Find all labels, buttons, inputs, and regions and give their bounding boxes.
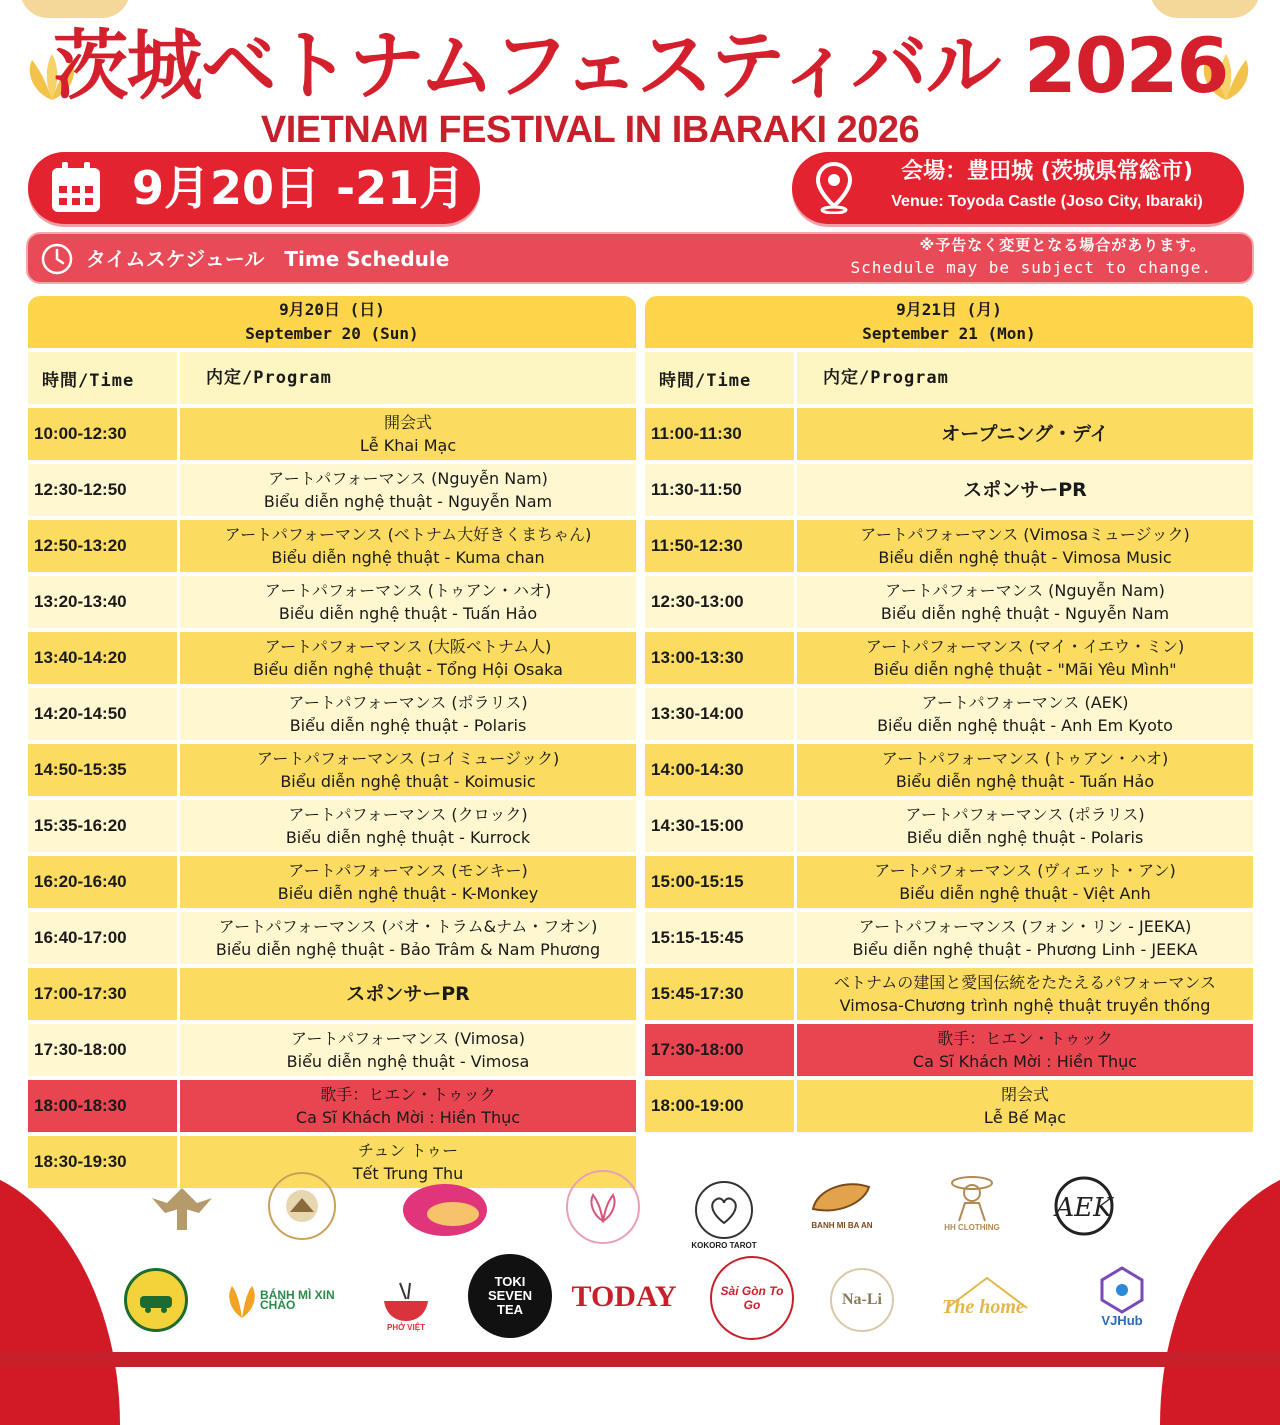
row-program — [180, 800, 636, 852]
schedule-row — [28, 912, 636, 964]
title-japanese: 茨城ベトナムフェスティバル 2026 — [52, 21, 1228, 110]
row-program — [180, 744, 636, 796]
row-time: 12:30-13:00 — [645, 576, 797, 628]
title-english: VIETNAM FESTIVAL IN IBARAKI 2026 — [260, 109, 920, 151]
sponsor-logo-today — [572, 1272, 676, 1322]
program-line-japanese: アートパフォーマンス (Nguyễn Nam) — [885, 581, 1165, 600]
row-program — [797, 520, 1253, 572]
row-time: 15:35-16:20 — [28, 800, 180, 852]
program-line-japanese: アートパフォーマンス (ベトナム大好きくまちゃん) — [224, 525, 592, 544]
program-line-japanese: アートパフォーマンス (Vimosa) — [290, 1029, 526, 1048]
schedule-row — [28, 408, 636, 460]
schedule-row — [645, 800, 1253, 852]
program-line-japanese: アートパフォーマンス (マイ・イエウ・ミン) — [865, 637, 1185, 656]
row-time: 14:00-14:30 — [645, 744, 797, 796]
sponsor-name-aek: AEK — [1055, 1193, 1113, 1223]
schedule-row — [645, 856, 1253, 908]
program-line-vietnamese: Biểu diễn nghệ thuật - "Mãi Yêu Mình" — [873, 660, 1177, 679]
day1-column-header — [28, 352, 636, 404]
row-time: 14:20-14:50 — [28, 688, 180, 740]
day2-title-english: September 21 (Mon) — [862, 324, 1036, 343]
schedule-row — [28, 688, 636, 740]
footer-curtain-right — [1160, 1165, 1280, 1425]
row-program — [797, 1080, 1253, 1132]
schedule-row — [645, 576, 1253, 628]
sponsor-logo-aek — [1050, 1172, 1118, 1240]
row-time: 15:00-15:15 — [645, 856, 797, 908]
sponsor-logo-na-li — [830, 1268, 894, 1332]
row-program — [797, 800, 1253, 852]
program-line-vietnamese: Biểu diễn nghệ thuật - Vimosa Music — [878, 548, 1172, 567]
program-line-japanese: アートパフォーマンス (コイミュージック) — [256, 749, 560, 768]
program-line-vietnamese: Biểu diễn nghệ thuật - Bảo Trâm & Nam Phương — [215, 940, 601, 959]
row-program — [180, 1080, 636, 1132]
program-line-japanese: アートパフォーマンス (ポラリス) — [905, 805, 1145, 824]
sponsor-logo-toki-seven-tea — [468, 1254, 552, 1338]
schedule-row — [645, 632, 1253, 684]
schedule-row — [645, 520, 1253, 572]
sponsor-logo-pho-viet — [366, 1266, 446, 1346]
program-line-vietnamese: Vimosa-Chương trình nghệ thuật truyền thống — [839, 996, 1211, 1015]
sponsor-name-pho-viet: PHỞ VIỆT — [387, 1323, 425, 1332]
program-line-japanese: 開会式 — [383, 413, 432, 432]
row-program — [180, 408, 636, 460]
row-program — [180, 688, 636, 740]
sponsor-logo-gia-dinh — [268, 1172, 336, 1240]
schedule-row — [28, 576, 636, 628]
row-time: 18:30-19:30 — [28, 1136, 180, 1188]
program-line-japanese: アートパフォーマンス (モンキー) — [288, 861, 528, 880]
venue-badge — [792, 152, 1244, 224]
schedule-row — [645, 1024, 1253, 1076]
row-time: 13:00-13:30 — [645, 632, 797, 684]
row-time: 14:50-15:35 — [28, 744, 180, 796]
program-line-vietnamese: Tết Trung Thu — [352, 1164, 464, 1183]
program-line-vietnamese: Ca Sĩ Khách Mời : Hiền Thục — [295, 1108, 521, 1127]
sponsor-logo-banh-mi-xin-chao — [222, 1264, 342, 1336]
program-line-vietnamese: Biểu diễn nghệ thuật - Tuấn Hảo — [895, 772, 1155, 791]
program-line-japanese: 歌手：ヒエン・トゥック — [937, 1029, 1113, 1048]
program-line-vietnamese: Biểu diễn nghệ thuật - K-Monkey — [277, 884, 539, 903]
program-line-japanese: アートパフォーマンス (Nguyễn Nam) — [268, 469, 548, 488]
program-line-vietnamese: Biểu diễn nghệ thuật - Anh Em Kyoto — [877, 716, 1173, 735]
schedule-title: タイムスケジュール Time Schedule — [86, 247, 450, 271]
schedule-row — [28, 464, 636, 516]
calendar-icon — [48, 160, 104, 216]
row-program — [797, 464, 1253, 516]
row-time: 18:00-19:00 — [645, 1080, 797, 1132]
schedule-row — [645, 744, 1253, 796]
program-line-japanese: チュン トゥー — [357, 1141, 459, 1160]
sponsor-logo-vjhub — [1090, 1256, 1154, 1334]
column-header-program: 内定/Program — [797, 352, 1253, 404]
program-line-japanese: 閉会式 — [1000, 1085, 1049, 1104]
row-time: 17:30-18:00 — [28, 1024, 180, 1076]
program-line-vietnamese: Biểu diễn nghệ thuật - Vimosa — [286, 1052, 530, 1071]
sponsor-name-banh-mi-ba-an: BANH MI BA AN — [811, 1221, 873, 1230]
schedule-row — [28, 632, 636, 684]
row-time: 16:20-16:40 — [28, 856, 180, 908]
footer-strip — [0, 1352, 1280, 1367]
schedule-row — [28, 1080, 636, 1132]
sponsor-logo-banh-mi-ba-an — [800, 1170, 884, 1236]
program-line-vietnamese: Biểu diễn nghệ thuật - Việt Anh — [899, 884, 1151, 903]
row-program — [797, 576, 1253, 628]
program-line-japanese: スポンサーPR — [346, 982, 470, 1005]
program-line-japanese: オープニング・デイ — [941, 422, 1109, 445]
cloud-ornament-right — [1150, 0, 1260, 18]
program-line-vietnamese: Biểu diễn nghệ thuật - Koimusic — [280, 772, 536, 791]
sponsor-name-kokoro-tarot: KOKORO TAROT — [691, 1241, 757, 1250]
sponsor-name-toki-seven-tea: TOKI SEVEN TEA — [487, 1274, 533, 1317]
program-line-japanese: アートパフォーマンス (Vimosaミュージック) — [860, 525, 1190, 544]
date-badge — [28, 152, 480, 224]
day2-header — [645, 296, 1253, 348]
program-line-vietnamese: Biểu diễn nghệ thuật - Tổng Hội Osaka — [253, 660, 563, 679]
venue-japanese: 会場：豊田城 (茨城県常総市) — [901, 159, 1193, 184]
row-program — [797, 968, 1253, 1020]
row-program — [797, 688, 1253, 740]
day2-column-header — [645, 352, 1253, 404]
schedule-row — [28, 744, 636, 796]
schedule-row — [645, 464, 1253, 516]
schedule-table-day1 — [28, 292, 636, 1192]
footer-curtain-left — [0, 1165, 120, 1425]
program-line-japanese: ベトナムの建国と愛国伝統をたたえるパフォーマンス — [834, 973, 1216, 992]
venue-english: Venue: Toyoda Castle (Joso City, Ibaraki) — [891, 193, 1203, 210]
program-line-japanese: アートパフォーマンス (バオ・トラム&ナム・フオン) — [218, 917, 598, 936]
schedule-row — [28, 856, 636, 908]
row-time: 17:00-17:30 — [28, 968, 180, 1020]
row-time: 13:30-14:00 — [645, 688, 797, 740]
column-header-time: 時間/Time — [28, 352, 180, 404]
sponsor-name-vjhub: VJHub — [1101, 1313, 1143, 1328]
row-time: 13:40-14:20 — [28, 632, 180, 684]
row-program — [180, 520, 636, 572]
row-time: 17:30-18:00 — [645, 1024, 797, 1076]
row-program — [797, 744, 1253, 796]
program-line-vietnamese: Biểu diễn nghệ thuật - Polaris — [289, 716, 527, 735]
row-time: 16:40-17:00 — [28, 912, 180, 964]
sponsor-name-hh-clothing: HH CLOTHING — [944, 1223, 1000, 1232]
program-line-japanese: アートパフォーマンス (トゥアン・ハオ) — [881, 749, 1169, 768]
sponsor-logo-banh-mi-viet — [400, 1172, 490, 1248]
program-line-vietnamese: Biểu diễn nghệ thuật - Polaris — [906, 828, 1144, 847]
sponsor-name-saigon-to-go: Sài Gòn To Go — [720, 1284, 784, 1312]
cloud-ornament-left — [20, 0, 130, 18]
program-line-vietnamese: Biểu diễn nghệ thuật - Tuấn Hảo — [278, 604, 538, 623]
day2-title-japanese: 9月21日 (月) — [896, 300, 1002, 319]
sponsor-name-the-home: The home — [942, 1296, 1025, 1318]
column-header-time: 時間/Time — [645, 352, 797, 404]
row-time: 14:30-15:00 — [645, 800, 797, 852]
row-time: 11:30-11:50 — [645, 464, 797, 516]
program-line-vietnamese: Biểu diễn nghệ thuật - Kuma chan — [271, 548, 545, 567]
program-line-japanese: 歌手：ヒエン・トゥック — [320, 1085, 496, 1104]
program-line-japanese: アートパフォーマンス (ヴィエット・アン) — [874, 861, 1176, 880]
sponsor-logo-car-badge — [124, 1268, 188, 1332]
program-line-japanese: アートパフォーマンス (AEK) — [921, 693, 1129, 712]
program-line-vietnamese: Lễ Bế Mạc — [983, 1108, 1067, 1127]
program-line-japanese: アートパフォーマンス (大阪ベトナム人) — [264, 637, 552, 656]
row-program — [797, 408, 1253, 460]
program-line-vietnamese: Biểu diễn nghệ thuật - Kurrock — [285, 828, 531, 847]
schedule-row — [645, 968, 1253, 1020]
program-line-vietnamese: Biểu diễn nghệ thuật - Nguyễn Nam — [880, 604, 1170, 623]
schedule-row — [645, 912, 1253, 964]
column-header-program: 内定/Program — [180, 352, 636, 404]
schedule-row — [645, 688, 1253, 740]
sponsor-logo-hh-clothing — [934, 1164, 1010, 1240]
row-program — [797, 912, 1253, 964]
sponsor-logo-kokoro-tarot — [686, 1172, 762, 1258]
program-line-japanese: アートパフォーマンス (ポラリス) — [288, 693, 528, 712]
location-pin-icon — [814, 162, 854, 214]
row-program — [180, 968, 636, 1020]
schedule-row — [28, 800, 636, 852]
schedule-row — [28, 1136, 636, 1188]
schedule-row — [645, 1080, 1253, 1132]
festival-date: 9月20日 -21月 — [132, 161, 466, 215]
program-line-vietnamese: Lễ Khai Mạc — [359, 436, 457, 455]
sponsor-logo-saigon-to-go — [710, 1256, 794, 1340]
program-line-japanese: スポンサーPR — [963, 478, 1087, 501]
row-program — [180, 912, 636, 964]
row-program — [180, 632, 636, 684]
row-program — [180, 576, 636, 628]
row-time: 10:00-12:30 — [28, 408, 180, 460]
schedule-note-japanese: ※予告なく変更となる場合があります。 — [919, 236, 1206, 254]
schedule-row — [28, 1024, 636, 1076]
sponsor-name-banh-mi-xin-chao: BÁNH MÌ XIN CHÀO — [260, 1288, 335, 1312]
program-line-japanese: アートパフォーマンス (クロック) — [288, 805, 528, 824]
row-program — [180, 856, 636, 908]
sponsor-logo-eagle — [144, 1170, 220, 1246]
program-line-japanese: アートパフォーマンス (フォン・リン - JEEKA) — [858, 917, 1192, 936]
row-time: 15:45-17:30 — [645, 968, 797, 1020]
row-time: 13:20-13:40 — [28, 576, 180, 628]
row-time: 18:00-18:30 — [28, 1080, 180, 1132]
row-time: 11:00-11:30 — [645, 408, 797, 460]
schedule-note-english: Schedule may be subject to change. — [850, 258, 1212, 277]
row-program — [797, 856, 1253, 908]
program-line-vietnamese: Ca Sĩ Khách Mời : Hiền Thục — [912, 1052, 1138, 1071]
row-program — [797, 632, 1253, 684]
sponsor-name-today: TODAY — [571, 1280, 677, 1313]
day1-header — [28, 296, 636, 348]
row-time: 11:50-12:30 — [645, 520, 797, 572]
row-program — [797, 1024, 1253, 1076]
day1-title-japanese: 9月20日 (日) — [279, 300, 385, 319]
day1-title-english: September 20 (Sun) — [245, 324, 419, 343]
schedule-row — [645, 408, 1253, 460]
time-schedule-bar — [26, 232, 1254, 284]
row-time: 15:15-15:45 — [645, 912, 797, 964]
schedule-table-day2 — [645, 292, 1253, 1136]
program-line-vietnamese: Biểu diễn nghệ thuật - Nguyễn Nam — [263, 492, 553, 511]
program-line-japanese: アートパフォーマンス (トゥアン・ハオ) — [264, 581, 552, 600]
sponsor-logo-the-home — [932, 1266, 1052, 1330]
sponsor-logo-lotus-circle — [566, 1170, 640, 1244]
clock-icon — [40, 242, 74, 276]
schedule-row — [28, 520, 636, 572]
program-line-vietnamese: Biểu diễn nghệ thuật - Phương Linh - JEEKA — [852, 940, 1198, 959]
row-time: 12:50-13:20 — [28, 520, 180, 572]
row-time: 12:30-12:50 — [28, 464, 180, 516]
row-program — [180, 1024, 636, 1076]
row-program — [180, 464, 636, 516]
schedule-row — [28, 968, 636, 1020]
sponsor-name-na-li: Na-Li — [842, 1291, 882, 1308]
